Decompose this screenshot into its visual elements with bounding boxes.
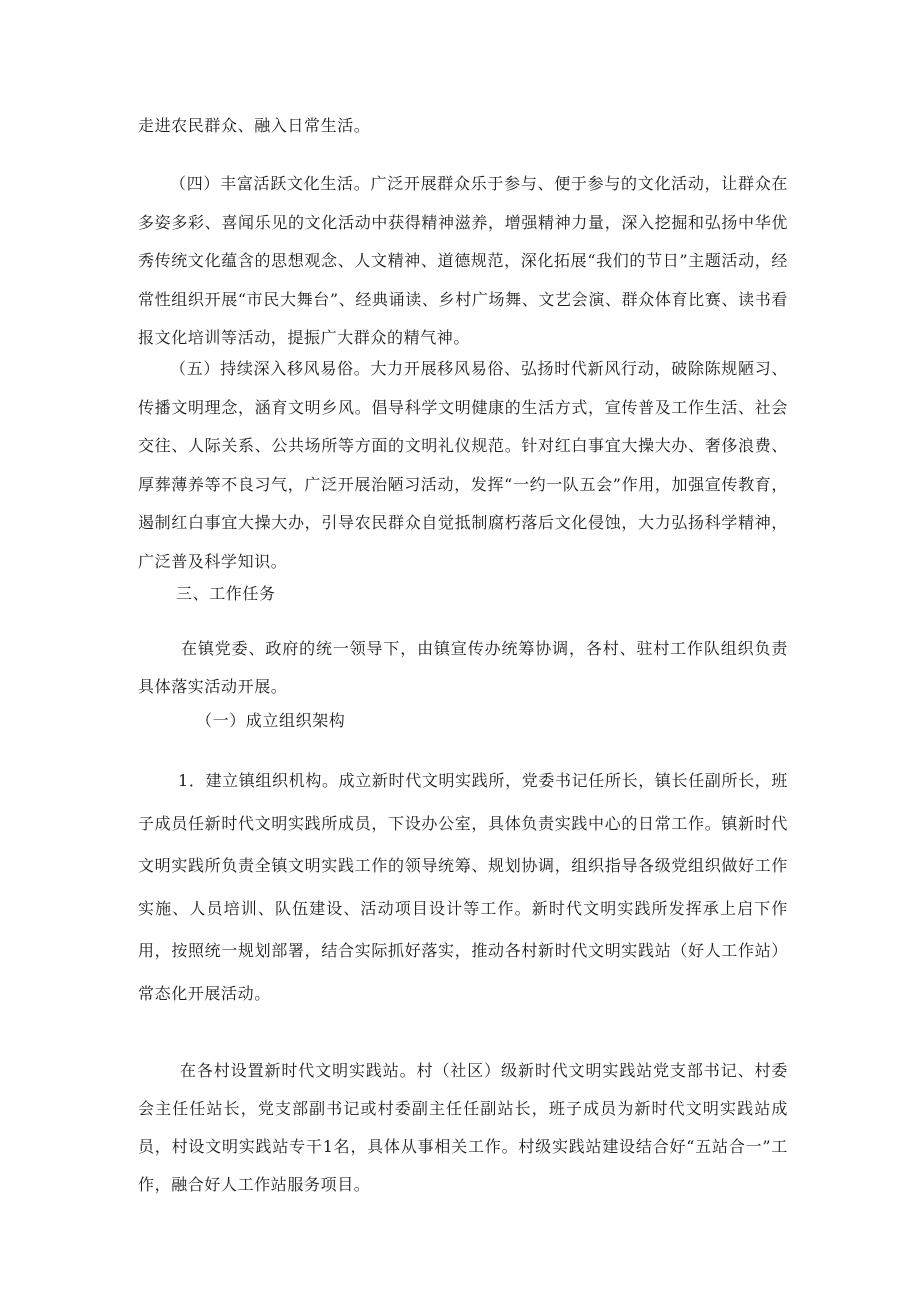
subheading-organization: （一）成立组织架构 [196, 711, 346, 730]
paragraph-change-customs: （五）持续深入移风易俗。大力开展移风易俗、弘扬时代新风行动，破除陈规陋习、传播文明理念，涵育文明乡风。倡导科学文明健康的生活方式，宣传普及工作生活、社会交往、人际关系、公共场所等方面的文明礼仪规范。针对红白事宜大操大办、奢侈浪费、厚葬薄养等不良习气，广泛开展治陋习活动，发挥“一约一队五会”作用，加强宣传教育，遏制红白事宜大操大办，引导农民群众自觉抵制腐朽落后文化侵蚀，大力弘扬科学精神，广泛普及科学知识。 [138, 359, 788, 571]
paragraph-town-organization: 1．建立镇组织机构。成立新时代文明实践所，党委书记任所长，镇长任副所长，班子成员任新时代文明实践所成员，下设办公室，具体负责实践中心的日常工作。镇新时代文明实践所负责全镇文明实践工作的领导统筹、规划协调，组织指导各级党组织做好工作实施、人员培训、队伍建设、活动项目设计等工作。新时代文明实践所发挥承上启下作用，按照统一规划部署，结合实际抓好落实，推动各村新时代文明实践站（好人工作站）常态化开展活动。 [138, 771, 788, 1003]
paragraph-village-stations: 在各村设置新时代文明实践站。村（社区）级新时代文明实践站党支部书记、村委会主任任站长，党支部副书记或村委副主任任副站长，班子成员为新时代文明实践站成员，村设文明实践站专干1名，具体从事相关工作。村级实践站建设结合好“五站合一”工作，融合好人工作站服务项目。 [138, 1061, 788, 1194]
paragraph-continuation: 走进农民群众、融入日常生活。 [138, 116, 371, 135]
section-heading-work-tasks: 三、工作任务 [176, 584, 276, 603]
paragraph-enrich-cultural-life: （四）丰富活跃文化生活。广泛开展群众乐于参与、便于参与的文化活动，让群众在多姿多彩、喜闻乐见的文化活动中获得精神滋养，增强精神力量，深入挖掘和弘扬中华优秀传统文化蕴含的思想观念、人文精神、道德规范，深化拓展“我们的节日”主题活动，经常性组织开展“市民大舞台”、经典诵读、乡村广场舞、文艺会演、群众体育比赛、读书看报文化培训等活动，提振广大群众的精气神。 [138, 174, 788, 347]
paragraph-leadership: 在镇党委、政府的统一领导下，由镇宣传办统筹协调，各村、驻村工作队组织负责具体落实活动开展。 [138, 639, 788, 696]
